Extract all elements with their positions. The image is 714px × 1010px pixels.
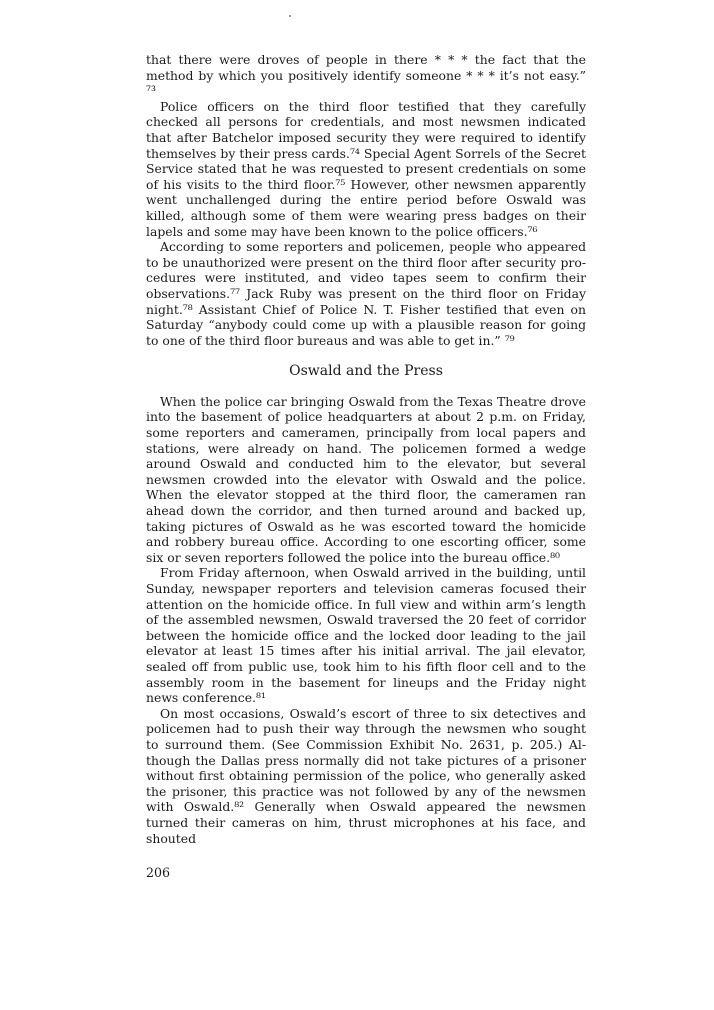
paragraph: According to some reporters and policemen, people who appeared to be unauthorized were present on the third floor after security procedures were instituted, and video tapes seem to confirm their observations.⁷⁷ Jack Ruby was present on the third floor on Friday night.⁷⁸ Assistant Chief of Police N. T. Fisher testified that even on Saturday “anybody could come up with a plausible reason for going to one of the third floor bureaus and was able to get in.” ⁷⁹ (146, 239, 586, 348)
paragraph: that there were droves of people in there * * * the fact that the method by which you positively identify someone * * * it’s not easy.” ⁷³ (146, 52, 586, 99)
paragraph: When the police car bringing Oswald from the Texas Theatre drove into the basement of police headquarters at about 2 p.m. on Friday, some reporters and cameramen, principally from local papers and stations, were already on hand. The policemen formed a wedge around Oswald and conducted him to the elevator, but several newsmen crowded into the elevator with Oswald and the police. When the elevator stopped at the third floor, the cameramen ran ahead down the corridor, and then turned around and backed up, taking pictures of Oswald as he was escorted toward the homicide and robbery bureau office. According to one escorting officer, some six or seven reporters followed the police into the bureau office.⁸⁰ (146, 393, 586, 565)
paragraph: From Friday afternoon, when Oswald arrived in the building, until Sunday, newspaper reporters and television cameras focused their attention on the homicide office. In full view and within arm’s length of the assembled newsmen, Oswald traversed the 20 feet of corridor between the homicide office and the locked door leading to the jail elevator at least 15 times after his initial arrival. The jail elevator, sealed off from public use, took him to his fifth floor cell and to the assembly room in the basement for lineups and the Friday night news conference.⁸¹ (146, 565, 586, 706)
speck-mark (289, 15, 291, 17)
paragraph: On most occasions, Oswald’s escort of three to six detectives and policemen had to push their way through the newsmen who sought to surround them. (See Commission Exhibit No. 2631, p. 205.) Although the Dallas press normally did not take pictures of a prisoner without first obtaining permission of the police, who generally asked the prisoner, this practice was not followed by any of the newsmen with Oswald.⁸² Generally when Oswald appeared the newsmen turned their cameras on him, thrust microphones at his face, and shouted (146, 705, 586, 846)
section-heading: Oswald and the Press (289, 363, 443, 380)
page-number: 206 (146, 865, 171, 880)
document-body (146, 52, 586, 846)
paragraph: Police officers on the third floor testified that they carefully checked all persons for credentials, and most newsmen indicated that after Batchelor imposed security they were required to identify themselves by their press cards.⁷⁴ Special Agent Sorrels of the Secret Service stated that he was requested to present credentials on some of his visits to the third floor.⁷⁵ However, other newsmen apparently went unchallenged during the entire period before Oswald was killed, although some of them were wearing press badges on their lapels and some may have been known to the police officers.⁷⁶ (146, 98, 586, 239)
